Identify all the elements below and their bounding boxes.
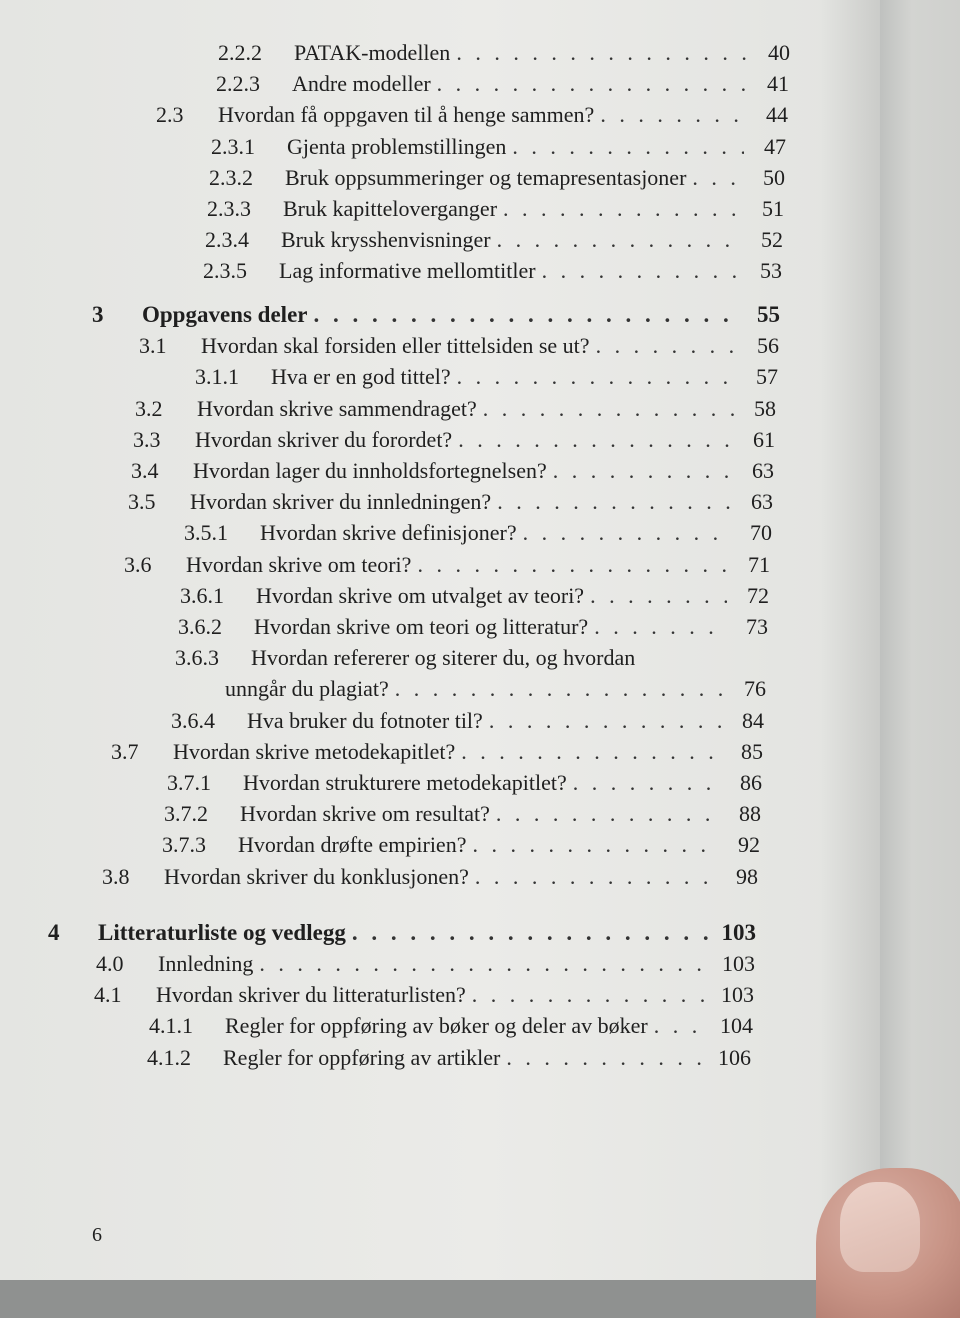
toc-page-number: 88 <box>739 801 761 827</box>
toc-row <box>147 1045 751 1075</box>
toc-entry-title: Bruk oppsummeringer og temapresentasjoner <box>285 164 687 190</box>
toc-page-number: 51 <box>762 196 784 221</box>
toc-page-number: 84 <box>742 707 764 733</box>
toc-dot-leader <box>590 583 727 609</box>
toc-page-number: 44 <box>766 102 788 128</box>
toc-row <box>167 770 762 800</box>
toc-dot-leader <box>259 951 713 977</box>
toc-row <box>171 708 764 738</box>
toc-page-number: 76 <box>744 676 766 702</box>
toc-entry-number: 4.1.1 <box>149 1013 193 1039</box>
toc-dot-leader <box>475 864 716 890</box>
toc-entry-title: Hvordan skriver du forordet? <box>195 426 453 452</box>
toc-entry-title: Hvordan skrive om teori? <box>186 551 412 577</box>
facing-page-edge <box>880 0 960 1280</box>
toc-row <box>225 676 766 706</box>
toc-dot-leader <box>472 832 718 858</box>
toc-entry-title: Hvordan skriver du litteraturlisten? <box>156 982 466 1008</box>
toc-entry-title: Hvordan skal forsiden eller tittelsiden se ut? <box>201 333 590 359</box>
toc-chapter-row <box>92 302 780 332</box>
toc-row <box>175 645 767 675</box>
toc-page-number: 47 <box>764 133 786 159</box>
toc-entry-number: 3.2 <box>135 395 163 421</box>
toc-entry-number: 3.7 <box>111 738 139 764</box>
toc-entry-number: 4.1.2 <box>147 1044 191 1070</box>
toc-dot-leader <box>437 71 747 97</box>
toc-entry-title: Lag informative mellomtitler <box>279 258 536 284</box>
toc-entry-title: Oppgavens deler <box>142 302 308 328</box>
toc-dot-leader <box>458 427 733 453</box>
toc-row <box>162 832 760 862</box>
toc-page-number: 61 <box>753 426 775 452</box>
toc-dot-leader <box>483 396 734 422</box>
toc-row <box>94 982 754 1012</box>
toc-entry-number: 2.3 <box>156 102 184 128</box>
toc-entry-number: 3.7.2 <box>164 801 208 827</box>
toc-row <box>209 165 785 195</box>
toc-entry-title: Hvordan drøfte empirien? <box>238 832 467 858</box>
toc-entry-title: Hvordan skrive metodekapitlet? <box>173 738 456 764</box>
toc-row <box>180 583 769 613</box>
toc-entry-title: PATAK-modellen <box>294 40 451 65</box>
toc-page-number: 73 <box>746 614 768 640</box>
toc-page-number: 63 <box>752 458 774 484</box>
toc-entry-title: Hvordan skrive sammendraget? <box>197 395 477 421</box>
toc-dot-leader <box>496 801 719 827</box>
toc-row <box>218 40 790 70</box>
toc-row <box>207 196 784 226</box>
toc-page-number: 92 <box>738 832 760 858</box>
toc-entry-title: Hvordan refererer og siterer du, og hvordan <box>251 645 636 671</box>
toc-chapter-row <box>48 920 756 950</box>
toc-page-number: 98 <box>736 863 758 889</box>
toc-dot-leader <box>457 364 736 390</box>
toc-entry-title: Regler for oppføring av artikler <box>223 1044 501 1070</box>
toc-row <box>102 864 758 894</box>
toc-entry-number: 3.1.1 <box>195 364 239 390</box>
toc-dot-leader <box>456 40 748 66</box>
toc-row <box>205 227 783 257</box>
toc-entry-number: 4 <box>48 919 60 945</box>
toc-row <box>156 102 788 132</box>
toc-entry-title: Andre modeller <box>292 71 431 97</box>
toc-row <box>164 801 761 831</box>
toc-dot-leader <box>594 614 726 640</box>
toc-dot-leader <box>573 770 720 796</box>
toc-page-number: 71 <box>748 551 770 577</box>
toc-page-number: 41 <box>767 71 789 97</box>
toc-row <box>111 739 763 769</box>
toc-dot-leader <box>395 676 724 702</box>
toc-page-number: 103 <box>721 919 756 945</box>
toc-entry-number: 2.3.4 <box>205 227 249 253</box>
toc-page-number: 53 <box>760 258 782 284</box>
toc-entry-number: 3.5 <box>128 489 156 515</box>
toc-entry-number: 4.0 <box>96 951 124 977</box>
toc-entry-number: 3.6.1 <box>180 582 224 608</box>
toc-entry-title: Regler for oppføring av bøker og deler av bøker <box>225 1013 648 1039</box>
toc-entry-title: Bruk kapitteloverganger <box>283 196 498 221</box>
toc-page-number: 63 <box>751 489 773 515</box>
toc-page-number: 103 <box>721 982 754 1008</box>
toc-entry-number: 2.2.3 <box>216 71 260 97</box>
toc-entry-title: Hvordan skrive om utvalget av teori? <box>256 582 585 608</box>
toc-page-number: 56 <box>757 333 779 359</box>
toc-entry-title: Hvordan skrive om resultat? <box>240 801 490 827</box>
toc-row <box>195 364 778 394</box>
toc-row <box>149 1013 753 1043</box>
toc-page-number: 52 <box>761 227 783 253</box>
toc-entry-title: Hvordan få oppgaven til å henge sammen? <box>218 102 595 128</box>
toc-entry-number: 3.7.1 <box>167 770 211 796</box>
toc-dot-leader <box>352 920 714 946</box>
toc-dot-leader <box>600 102 746 128</box>
toc-page-number: 103 <box>722 951 755 977</box>
toc-dot-leader <box>497 227 741 253</box>
toc-entry-number: 3.6.3 <box>175 645 219 671</box>
toc-page-number: 40 <box>768 40 790 65</box>
toc-page-number: 85 <box>741 738 763 764</box>
toc-row <box>203 258 782 288</box>
toc-entry-title: Hvordan skrive definisjoner? <box>260 520 517 546</box>
toc-page-number: 70 <box>750 520 772 546</box>
toc-dot-leader <box>497 489 731 515</box>
toc-entry-title: unngår du plagiat? <box>225 676 389 702</box>
toc-entry-title: Hvordan skrive om teori og litteratur? <box>254 614 589 640</box>
toc-entry-title: Innledning <box>158 951 254 977</box>
toc-page-number: 104 <box>720 1013 753 1039</box>
toc-row <box>133 427 775 457</box>
toc-entry-number: 3.6 <box>124 551 152 577</box>
toc-row <box>178 614 768 644</box>
toc-entry-title: Gjenta problemstillingen <box>287 133 507 159</box>
toc-row <box>211 134 786 164</box>
toc-dot-leader <box>472 982 712 1008</box>
thumbnail-nail <box>840 1182 920 1272</box>
toc-dot-leader <box>542 258 740 284</box>
toc-page-number: 86 <box>740 770 762 796</box>
toc-entry-title: Hva er en god tittel? <box>271 364 451 390</box>
page-number: 6 <box>92 1224 102 1246</box>
toc-dot-leader <box>553 458 732 484</box>
toc-entry-number: 3 <box>92 302 104 328</box>
toc-page-number: 57 <box>756 364 778 390</box>
toc-entry-number: 3.3 <box>133 426 161 452</box>
toc-row <box>184 520 772 550</box>
toc-row <box>139 333 779 363</box>
toc-page-number: 106 <box>718 1044 751 1070</box>
toc-dot-leader <box>313 302 738 328</box>
toc-entry-number: 3.4 <box>131 458 159 484</box>
toc-dot-leader <box>417 552 728 578</box>
toc-page-number: 72 <box>747 582 769 608</box>
toc-entry-number: 2.3.2 <box>209 164 253 190</box>
toc-entry-number: 2.3.5 <box>203 258 247 284</box>
toc-row <box>128 489 773 519</box>
toc-dot-leader <box>523 520 730 546</box>
toc-entry-title: Hvordan skriver du innledningen? <box>190 489 492 515</box>
toc-dot-leader <box>489 708 722 734</box>
toc-entry-number: 2.3.3 <box>207 196 251 221</box>
toc-dot-leader <box>461 739 721 765</box>
toc-entry-number: 3.7.3 <box>162 832 206 858</box>
toc-entry-number: 3.5.1 <box>184 520 228 546</box>
toc-entry-number: 2.3.1 <box>211 133 255 159</box>
toc-page-number: 58 <box>754 395 776 421</box>
toc-dot-leader <box>692 165 743 191</box>
toc-dot-leader <box>512 134 744 160</box>
toc-page-number: 55 <box>757 302 780 328</box>
toc-page-number: 50 <box>763 164 785 190</box>
toc-entry-title: Litteraturliste og vedlegg <box>98 919 346 945</box>
toc-entry-title: Hva bruker du fotnoter til? <box>247 707 483 733</box>
toc-dot-leader <box>654 1013 711 1039</box>
toc-entry-title: Hvordan strukturere metodekapitlet? <box>243 770 567 796</box>
toc-entry-title: Hvordan skriver du konklusjonen? <box>164 863 469 889</box>
toc-dot-leader <box>596 333 737 359</box>
toc-entry-number: 3.6.4 <box>171 707 215 733</box>
toc-entry-number: 2.2.2 <box>218 40 262 65</box>
toc-entry-number: 3.8 <box>102 863 130 889</box>
toc-entry-title: Bruk krysshenvisninger <box>281 227 491 253</box>
toc-entry-number: 4.1 <box>94 982 122 1008</box>
toc-row <box>135 396 776 426</box>
toc-row <box>124 552 770 582</box>
toc-entry-title: Hvordan lager du innholdsfortegnelsen? <box>193 458 547 484</box>
toc-row <box>96 951 755 981</box>
toc-row <box>131 458 774 488</box>
toc-dot-leader <box>503 196 742 222</box>
toc-dot-leader <box>506 1045 709 1071</box>
toc-entry-number: 3.1 <box>139 333 167 359</box>
toc-entry-number: 3.6.2 <box>178 614 222 640</box>
toc-row <box>216 71 789 101</box>
